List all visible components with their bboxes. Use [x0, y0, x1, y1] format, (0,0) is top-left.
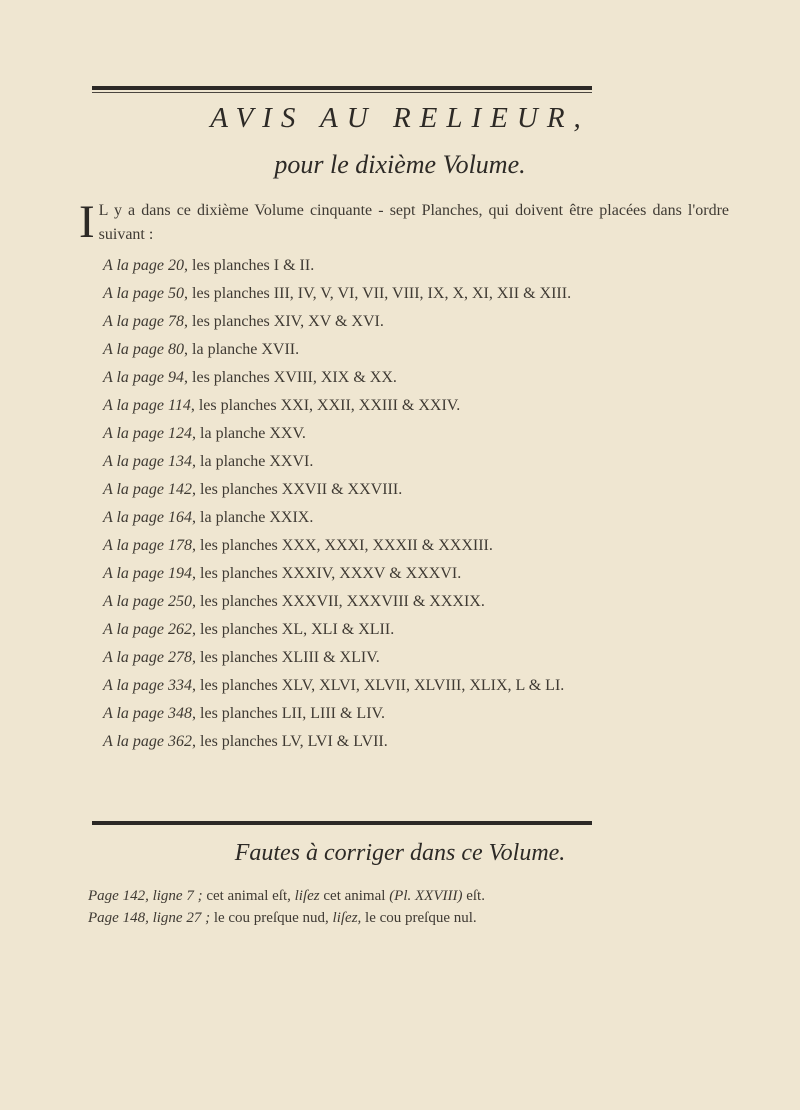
erratum-right: cet animal	[323, 888, 390, 904]
entry-prefix: A la page	[103, 453, 169, 470]
entry-plates: , les planches XIV, XV & XVI.	[184, 313, 384, 330]
entry-plates: , les planches I & II.	[184, 257, 315, 274]
entry-plates: , les planches XLIII & XLIV.	[192, 649, 380, 666]
page-title: AVIS AU RELIEUR,	[210, 102, 590, 134]
entry-page-number: 164	[168, 509, 193, 526]
plate-entry	[79, 310, 729, 334]
entry-page-number: 334	[168, 677, 193, 694]
plate-entry	[79, 366, 729, 390]
plate-entry	[79, 674, 729, 698]
entry-prefix: A la page	[103, 397, 169, 414]
entry-page-number: 78	[168, 313, 185, 330]
entry-page-number: 362	[168, 733, 193, 750]
entry-page-number: 194	[168, 565, 193, 582]
entry-plates: , les planches LV, LVI & LVII.	[192, 733, 388, 750]
plate-entry	[79, 618, 729, 642]
errata-title: Fautes à corriger dans ce Volume.	[234, 840, 566, 866]
entry-plates: , les planches III, IV, V, VI, VII, VIII, IX, X, XI, XII & XIII.	[184, 285, 572, 302]
entry-plates: , la planche XXV.	[192, 425, 306, 442]
plate-entry	[79, 730, 729, 754]
entry-page-number: 142	[168, 481, 193, 498]
entry-page-number: 134	[168, 453, 193, 470]
entry-plates: , la planche XVII.	[184, 341, 300, 358]
entry-prefix: A la page	[103, 705, 169, 722]
entry-page-number: 50	[168, 285, 185, 302]
entry-plates: , la planche XXIX.	[192, 509, 314, 526]
entry-page-number: 94	[168, 369, 185, 386]
plate-entry	[79, 646, 729, 670]
erratum-read: liſez	[294, 888, 324, 904]
plate-entry	[79, 702, 729, 726]
entry-prefix: A la page	[103, 425, 169, 442]
drop-cap: I	[79, 196, 95, 248]
entry-prefix: A la page	[103, 341, 169, 358]
entry-plates: , les planches XXXIV, XXXV & XXXVI.	[192, 565, 462, 582]
erratum-line	[88, 885, 728, 907]
intro-text: L y a dans ce dixième Volume cinquante - sept Planches, qui doivent être placées dans l'ordre suivant :	[98, 202, 729, 243]
erratum-wrong: le cou preſque nud,	[213, 910, 333, 926]
entry-page-number: 124	[168, 425, 193, 442]
entry-plates: , les planches LII, LIII & LIV.	[192, 705, 386, 722]
entry-prefix: A la page	[103, 565, 169, 582]
erratum-page: Page 142,	[88, 888, 153, 904]
errata-list	[88, 885, 728, 929]
entry-page-number: 348	[168, 705, 193, 722]
middle-ornamental-rule	[92, 821, 592, 825]
plate-entry	[79, 254, 729, 278]
intro-paragraph	[79, 196, 729, 248]
erratum-line	[88, 907, 728, 929]
entry-prefix: A la page	[103, 313, 169, 330]
plate-entry	[79, 422, 729, 446]
entry-plates: , les planches XXXVII, XXXVIII & XXXIX.	[192, 593, 485, 610]
entry-plates: , les planches XL, XLI & XLII.	[192, 621, 395, 638]
erratum-right: le cou preſque nul.	[365, 910, 477, 926]
plate-entry	[79, 338, 729, 362]
entry-prefix: A la page	[103, 649, 169, 666]
plate-entry	[79, 478, 729, 502]
entry-prefix: A la page	[103, 481, 169, 498]
entry-plates: , les planches XLV, XLVI, XLVII, XLVIII, XLIX, L & LI.	[192, 677, 565, 694]
plate-entry	[79, 562, 729, 586]
entry-plates: , les planches XVIII, XIX & XX.	[184, 369, 397, 386]
entry-page-number: 262	[168, 621, 193, 638]
plate-entry	[79, 534, 729, 558]
plate-entry	[79, 590, 729, 614]
erratum-read: liſez,	[332, 910, 366, 926]
erratum-line-ref: ligne 27 ;	[152, 910, 214, 926]
erratum-line-ref: ligne 7 ;	[152, 888, 207, 904]
entry-prefix: A la page	[103, 509, 169, 526]
top-ornamental-rule	[92, 86, 592, 90]
plate-entry	[79, 450, 729, 474]
entry-prefix: A la page	[103, 369, 169, 386]
page-subtitle: pour le dixième Volume.	[274, 150, 526, 179]
entry-plates: , les planches XXI, XXII, XXIII & XXIV.	[190, 397, 461, 414]
entry-prefix: A la page	[103, 677, 169, 694]
entry-page-number: 178	[168, 537, 193, 554]
entry-plates: , la planche XXVI.	[192, 453, 314, 470]
entry-prefix: A la page	[103, 593, 169, 610]
entry-plates: , les planches XXX, XXXI, XXXII & XXXIII.	[192, 537, 493, 554]
entry-page-number: 114	[168, 397, 191, 414]
erratum-plate: (Pl. XXVIII)	[389, 888, 467, 904]
entry-page-number: 20	[168, 257, 185, 274]
entry-prefix: A la page	[103, 621, 169, 638]
entry-page-number: 80	[168, 341, 185, 358]
erratum-end: eſt.	[466, 888, 485, 904]
entry-page-number: 278	[168, 649, 193, 666]
erratum-wrong: cet animal eſt,	[206, 888, 295, 904]
plate-entry	[79, 282, 729, 306]
entry-prefix: A la page	[103, 537, 169, 554]
plate-entry	[79, 506, 729, 530]
entry-prefix: A la page	[103, 285, 169, 302]
plate-entry	[79, 394, 729, 418]
entry-plates: , les planches XXVII & XXVIII.	[192, 481, 403, 498]
plate-placement-list	[79, 254, 729, 758]
entry-prefix: A la page	[103, 733, 169, 750]
entry-page-number: 250	[168, 593, 193, 610]
erratum-page: Page 148,	[88, 910, 153, 926]
entry-prefix: A la page	[103, 257, 169, 274]
